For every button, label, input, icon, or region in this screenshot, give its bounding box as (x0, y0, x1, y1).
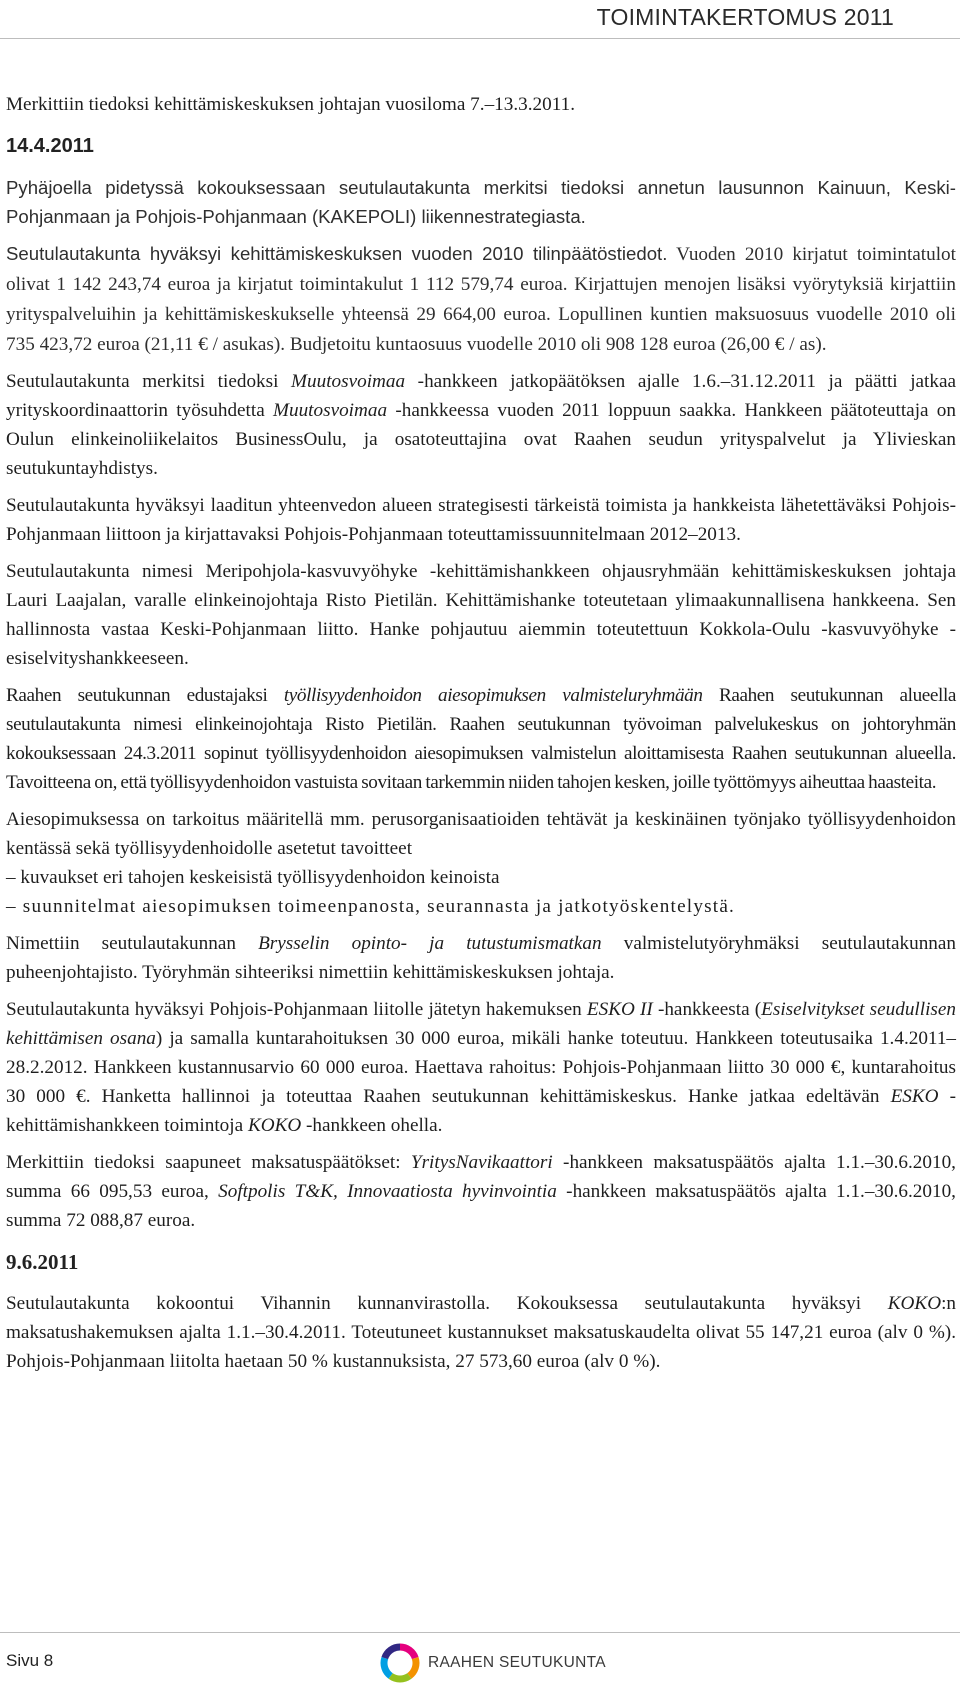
logo-ring-segment (400, 1647, 415, 1658)
paragraph-vihanti-meeting (6, 1289, 956, 1376)
logo-ring-segment (391, 1676, 410, 1679)
text-run: -hankkeen maksatuspäätös ajalta 1.1.–30.6.2010, summa 72 088,87 euroa. (6, 1181, 956, 1231)
paragraph-payment-decisions (6, 1148, 956, 1235)
meeting-date-heading: 14.4.2011 (6, 135, 94, 157)
text-run: Seutulautakunta kokoontui Vihannin kunnanvirastolla. Kokouksessa seutulautakunta hyväksyi (6, 1293, 888, 1314)
meeting-date-heading: 9.6.2011 (6, 1250, 79, 1274)
text-run: Raahen seutukunnan edustajaksi (6, 685, 284, 706)
text-run: -hankkeen jatkopäätöksen ajalle 1.6.–31.12.2011 ja päätti jatkaa yrityskoordinaattorin työsuhdetta (6, 371, 956, 421)
logo-ring-segment (385, 1647, 400, 1658)
financial-statement-lead: Seutulautakunta hyväksyi kehittämiskeskuksen vuoden 2010 tilinpäätöstiedot. (6, 243, 668, 264)
list-item: – suunnitelmat aiesopimuksen toimeenpanosta, seurannasta ja jatkotyöskentelystä. (6, 896, 736, 917)
group-name: työllisyydenhoidon aiesopimuksen valmisteluryhmään (283, 685, 703, 706)
text-run: -kehittämishankkeen toimintoja (6, 1086, 956, 1136)
project-name: Muutosvoimaa (291, 371, 406, 392)
running-header: TOIMINTAKERTOMUS 2011 (596, 4, 894, 30)
raahen-seutukunta-logo-icon (378, 1641, 422, 1685)
project-name: Muutosvoimaa (273, 400, 388, 421)
text-run: :n maksatushakemuksen ajalta 1.1.–30.4.2011. Toteutuneet kustannukset maksatuskaudelta olivat 55 147,21 euroa (alv 0 %). Pohjois-Pohjanmaan liitolta haetaan 50 % kustannuksista, 27 573,60 euroa (alv 0 %). (6, 1293, 956, 1372)
paragraph-agreement-scope: Aiesopimuksessa on tarkoitus määritellä mm. perusorganisaatioiden tehtävät ja keskinäinen työnjako työllisyydenhoidon kentässä sekä työllisyydenhoidolle asetetut tavoitteet (6, 809, 956, 859)
document-body (6, 90, 956, 1376)
paragraph-strategy-summary: Seutulautakunta hyväksyi laaditun yhteenvedon alueen strategisesti tärkeistä toimista ja hankkeista lähetettäväksi Pohjois-Pohjanmaan liittoon ja kirjattavaksi Pohjois-Pohjanmaan toteuttamissuunnitelmaan 2012–2013. (6, 495, 956, 545)
text-run: Seutulautakunta hyväksyi Pohjois-Pohjanmaan liitolle jätetyn hakemuksen (6, 999, 587, 1020)
text-run: -hankkeessa vuoden 2011 loppuun saakka. Hankkeen päätoteuttaja on Oulun elinkeinoliikelaitos BusinessOulu, ja osatoteuttajina ovat Raahen seudun yrityspalvelut ja Ylivieskan seutukuntayhdistys. (6, 400, 956, 479)
text-run: valmistelutyöryhmäksi seutulautakunnan puheenjohtajisto. Työryhmän sihteeriksi nimettiin kehittämiskeskuksen johtaja. (6, 933, 956, 983)
list-item: – kuvaukset eri tahojen keskeisistä työllisyydenhoidon keinoista (6, 867, 500, 888)
text-run: Raahen seutukunnan alueella seutulautakunta nimesi elinkeinojohtaja Risto Pietilän. Raahen seutukunnan työvoiman palvelukeskus on johtoryhmän kokouksessaan 24.3.2011 sopinut työllisyydenhoidon aiesopimuksen valmistelun aloittamisesta Raahen seutukunnan alueella. Tavoitteena on, että työllisyydenhoidon vastuista sovitaan tarkemmin niiden tahojen kesken, joille työttömyys aiheuttaa haasteita. (6, 685, 956, 793)
logo-ring-segment (384, 1658, 391, 1676)
project-name: Esiselvitykset seudullisen kehittämisen osana (6, 999, 956, 1049)
text-run: -hankkeen maksatuspäätös ajalta 1.1.–30.6.2010, summa 66 095,53 euroa, (6, 1152, 956, 1202)
project-name: ESKO (890, 1086, 939, 1107)
project-name: Softpolis T&K, Innovaatiosta hyvinvointia (218, 1181, 557, 1202)
paragraph-financial-statement (6, 239, 956, 359)
logo-wordmark: RAAHEN SEUTUKUNTA (428, 1654, 606, 1671)
text-run: -hankkeen ohella. (301, 1115, 443, 1136)
page-number: Sivu 8 (6, 1651, 54, 1670)
paragraph-kakepoli: Pyhäjoella pidetyssä kokouksessaan seutulautakunta merkitsi tiedoksi annetun lausunnon Kainuun, Keski-Pohjanmaan ja Pohjois-Pohjanmaan (KAKEPOLI) liikennestrategiasta. (6, 177, 956, 227)
text-run: ) ja samalla kuntarahoituksen 30 000 euroa, mikäli hanke toteutuu. Hankkeen toteutusaika 1.4.2011–28.2.2012. Hankkeen kustannusarvio 60 000 euroa. Haettava rahoitus: Pohjois-Pohjanmaan liitto 30 000 €, kuntarahoitus 30 000 €. Hanketta hallinnoi ja toteuttaa Raahen seutukunnan kehittämiskeskus. Hanke jatkaa edeltävän (6, 1028, 957, 1107)
project-name: KOKO (887, 1293, 942, 1314)
text-run: Merkittiin tiedoksi saapuneet maksatuspäätökset: (6, 1152, 411, 1173)
text-run: Nimettiin seutulautakunnan (6, 933, 259, 954)
header-divider (0, 38, 960, 39)
paragraph-meripohjola: Seutulautakunta nimesi Meripohjola-kasvuvyöhyke -kehittämishankkeen ohjausryhmään kehittämiskeskuksen johtaja Lauri Laajalan, varalle elinkeinojohtaja Risto Pietilän. Kehittämishanke toteutetaan ylimaakunnallisena hankkeena. Sen hallinnosta vastaa Keski-Pohjanmaan liitto. Hanke pohjautuu aiemmin toteutettuun Kokkola-Oulu -kasvuvyöhyke -esiselvityshankkeeseen. (6, 561, 956, 669)
trip-name: Brysselin opinto- ja tutustumismatkan (258, 933, 602, 954)
financial-statement-detail: Vuoden 2010 kirjatut toimintatulot olivat 1 142 243,74 euroa ja kirjatut toimintakulut 1 112 579,74 euroa. Kirjattujen menojen lisäksi vyörytyksiä kirjattiin yrityspalveluihin ja kehittämiskeskukselle yhteensä 29 664,00 euroa. Lopullinen kuntien maksuosuus vuodelle 2010 oli 735 423,72 euroa (21,11 € / asukas). Budjetoitu kuntaosuus vuodelle 2010 oli 908 128 euroa (26,00 € / as). (6, 244, 956, 355)
logo-ring-segment (409, 1658, 416, 1676)
text-run: Seutulautakunta merkitsi tiedoksi (6, 371, 292, 392)
project-name: YritysNavikaattori (410, 1152, 553, 1173)
paragraph-vacation: Merkittiin tiedoksi kehittämiskeskuksen johtajan vuosiloma 7.–13.3.2011. (6, 94, 575, 115)
paragraph-employment-agreement (6, 681, 956, 797)
paragraph-brussels-trip (6, 929, 956, 987)
project-name: ESKO II (586, 999, 653, 1020)
paragraph-esko-ii (6, 995, 956, 1140)
footer-divider (0, 1632, 960, 1633)
project-name: KOKO (247, 1115, 302, 1136)
text-run: -hankkeesta ( (652, 999, 762, 1020)
paragraph-muutosvoimaa (6, 367, 956, 483)
